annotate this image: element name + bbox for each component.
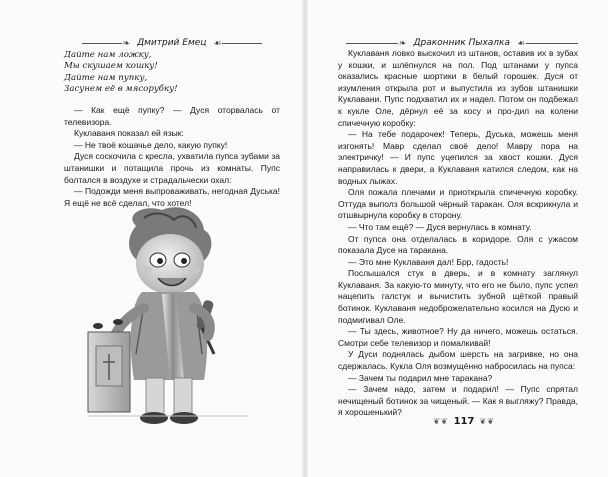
header-rule xyxy=(222,43,262,44)
flourish-icon: ☙ xyxy=(213,37,222,48)
paragraph: Куклаваня ловко выскочил из штанов, оставив их в зубах у кошки, и шлёпнулся на пол. Под штанами у пупса оказались красные шортики в белый горошек. Дуся от изумления открыла рот и выпустила из зубов штанишки Куклавани. Пупс подхватил их и надел. Потом он подбежал к кукле Оле, дёрнул её за косу и про-дил на колени спичечную коробку: xyxy=(338,48,578,128)
page-number: 117 xyxy=(453,415,475,427)
header-rule xyxy=(82,43,122,44)
paragraph: — На тебе подарочек! Теперь, Дуська, можешь меня изгонять! Мавр сделал своё дело! Мавру пора на электричку! — И пупс уцепился за хвост кошки. Дуся направилась к двери, а Куклаваня катился следом, как на водных лыжах. xyxy=(338,129,578,186)
flourish-icon: ☙ xyxy=(517,37,526,48)
left-body-text xyxy=(64,105,280,209)
paragraph: От пупса она отделалась в коридоре. Оля с ужасом показала Дусе на таракана. xyxy=(338,233,578,256)
flourish-icon: ❧ xyxy=(122,37,131,48)
verse-line: Мы скушаем кошку! xyxy=(64,61,158,72)
paragraph: — Это мне Куклаваня дал! Брр, гадость! xyxy=(348,256,509,267)
paragraph: Дуся соскочила с кресла, ухватила пупса зубами за штанишки и потащила прочь из комнаты. Пупс болтался в воздухе и страдальчески охал: xyxy=(64,151,280,185)
paragraph: Оля пожала плечами и приоткрыла спичечную коробку. Оттуда выполз большой чёрный таракан. Оля вскрикнула и отшвырнула коробку в сторону. xyxy=(338,187,578,221)
flourish-icon: ❧ xyxy=(398,37,407,48)
paragraph: — Ты здесь, животное? Ну да ничего, можешь остаться. Смотри себе телевизор и помалкивай! xyxy=(338,326,578,348)
paragraph: — Что там ещё? — Дуся вернулась в комнату. xyxy=(348,221,532,232)
paragraph: — Не твоё кошачье дело, какую пупку! xyxy=(74,139,228,150)
book-title: Драконник Пыхалка xyxy=(413,38,511,48)
paragraph: — Подожди меня выпроваживать, негодная Дуська! Я ещё не всё сделал, что хотел! xyxy=(64,186,280,208)
left-running-head xyxy=(82,36,262,50)
header-rule xyxy=(346,43,398,44)
verse-line: Засунем её в мясорубку! xyxy=(64,84,178,95)
verse-line: Дайте нам ложку, xyxy=(64,50,152,60)
paragraph: — Как ещё пупку? — Дуся оторвалась от телевизора. xyxy=(64,105,280,127)
right-page xyxy=(308,0,608,477)
verse-line: Дайте нам пупку, xyxy=(64,72,148,83)
paragraph: Послышался стук в дверь, и в комнату заглянул Куклаваня. За какую-то минуту, что его не было, пупс успел нацепить галстук и вычистить зубной щёткой правый ботинок. Куклаваня недоброжелательно косился на Дусю и подмигивал Оле. xyxy=(338,268,578,325)
verse-block xyxy=(64,50,264,96)
page-number-block xyxy=(414,414,514,428)
paragraph: — Зачем ты подарил мне таракана? xyxy=(348,372,493,383)
ornament-icon: ❦❦ xyxy=(433,416,449,426)
ornament-icon: ❦❦ xyxy=(479,416,495,426)
paragraph: У Дуси поднялась дыбом шерсть на загривке, но она сдержалась. Кукла Оля возмущённо набросилась на пупса: xyxy=(338,349,578,372)
left-page xyxy=(0,0,302,477)
doll-illustration xyxy=(84,204,254,444)
right-body-text xyxy=(338,48,578,419)
header-rule xyxy=(526,43,578,44)
author-name: Дмитрий Емец xyxy=(137,38,207,48)
paragraph: — Зачем надо, затем и подарил! — Пупс спрятал нечищеный ботинок за чищеный. — Как я выгляжу? Правда, я хорошенький? xyxy=(338,384,578,418)
paragraph: Куклаваня показал ей язык: xyxy=(74,128,184,139)
